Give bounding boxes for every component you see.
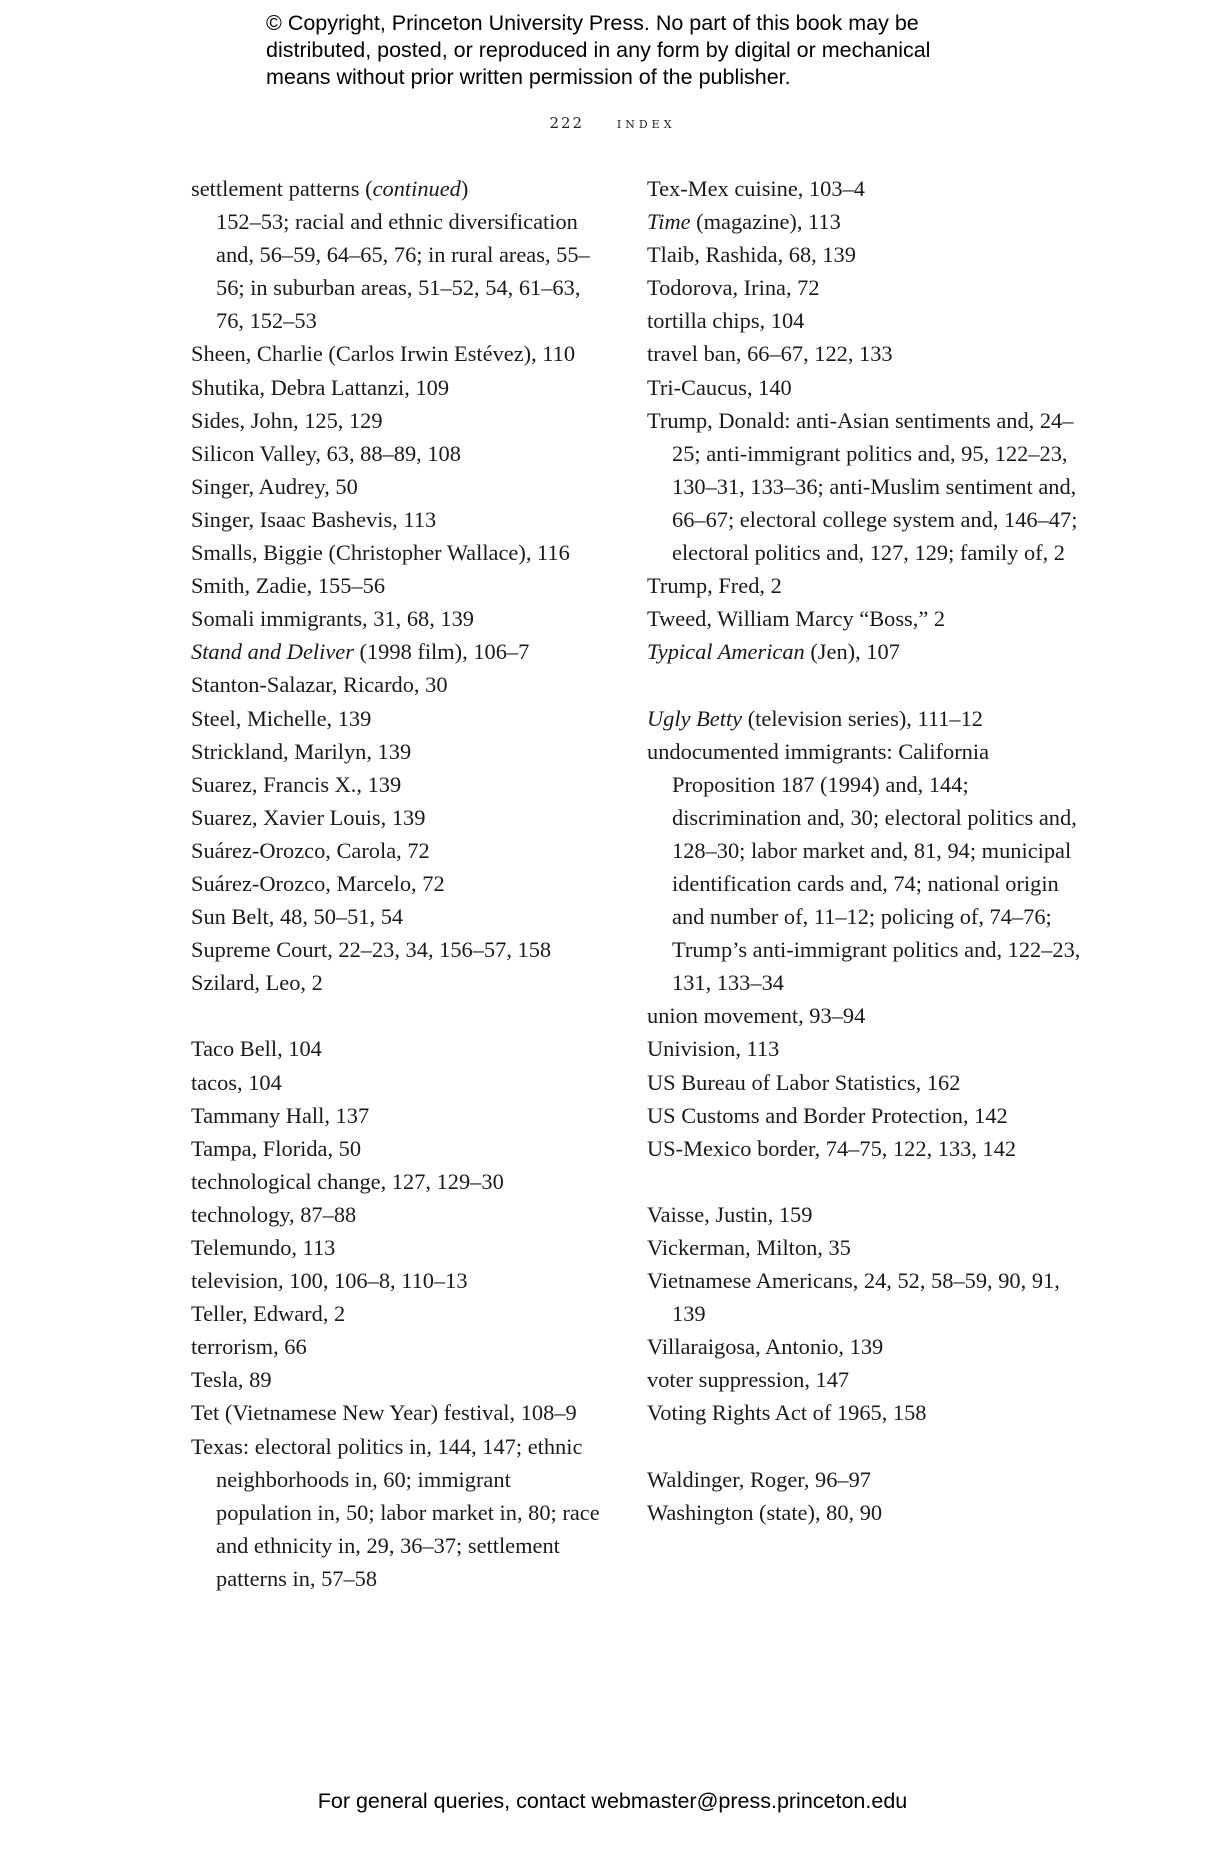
index-entry: Vietnamese Americans, 24, 52, 58–59, 90, 91, 139 [647, 1268, 1060, 1327]
index-entry: Vickerman, Milton, 35 [647, 1235, 851, 1260]
index-entry-continuation: 152–53; racial and ethnic diversification and, 56–59, 64–65, 76; in rural areas, 55–56; in suburban areas, 51–52, 54, 61–63, 76, 152–53 [216, 209, 590, 334]
section-title: index [616, 114, 676, 132]
index-entry: Time (magazine), 113 [647, 209, 841, 235]
index-entry: US Customs and Border Protection, 142 [647, 1102, 1008, 1128]
index-entry: Tri-Caucus, 140 [647, 374, 792, 400]
copyright-line: © Copyright, Princeton University Press. No part of this book may be [266, 11, 919, 35]
index-entry: Suárez-Orozco, Carola, 72 [191, 837, 430, 863]
index-entry: Sides, John, 125, 129 [191, 407, 383, 433]
index-entry: Trump, Donald: anti-Asian sentiments and, 24–25; anti-immigrant politics and, 95, 122–23, 130–31, 133–36; anti-Muslim sentiment and, 66–67; electoral college system and, 146–47; electoral politics and, 127, 129; family of, 2 [647, 407, 1078, 566]
index-column-left [191, 172, 611, 1595]
index-entry: Steel, Michelle, 139 [191, 705, 372, 731]
running-head [0, 114, 1225, 132]
index-entry: Silicon Valley, 63, 88–89, 108 [191, 440, 461, 466]
index-entry: Suarez, Xavier Louis, 139 [191, 804, 426, 830]
letter-group-gap [647, 1165, 1087, 1198]
index-entry: Tampa, Florida, 50 [191, 1135, 362, 1161]
letter-group-gap [191, 999, 611, 1032]
index-entry: travel ban, 66–67, 122, 133 [647, 341, 893, 367]
index-entry: Villaraigosa, Antonio, 139 [647, 1334, 884, 1360]
index-entry: tacos, 104 [191, 1069, 282, 1095]
index-entry: Shutika, Debra Lattanzi, 109 [191, 374, 450, 400]
index-entry: Somali immigrants, 31, 68, 139 [191, 606, 474, 632]
index-entry: undocumented immigrants: California Proposition 187 (1994) and, 144; discrimination and, 30; electoral politics and, 128–30; labor market and, 81, 94; municipal identification cards and, 74; national origin and number of, 11–12; policing of, 74–76; Trump’s anti-immigrant politics and, 122–23, 131, 133–34 [647, 738, 1081, 996]
index-entry: US Bureau of Labor Statistics, 162 [647, 1069, 961, 1095]
index-entry: technology, 87–88 [191, 1201, 357, 1227]
index-entry: Waldinger, Roger, 96–97 [647, 1466, 871, 1492]
index-entry: Tweed, William Marcy “Boss,” 2 [647, 606, 946, 632]
index-entry: Tammany Hall, 137 [191, 1102, 370, 1128]
index-column-right [647, 172, 1087, 1529]
index-entry: Todorova, Irina, 72 [647, 275, 820, 301]
copyright-line: means without prior written permission of the publisher. [266, 65, 791, 89]
index-entry: technological change, 127, 129–30 [191, 1168, 504, 1194]
page-number: 222 [549, 114, 585, 132]
index-entry: union movement, 93–94 [647, 1003, 866, 1029]
index-entry: Voting Rights Act of 1965, 158 [647, 1400, 927, 1426]
index-entry: Stand and Deliver (1998 film), 106–7 [191, 639, 530, 665]
index-entry: Typical American (Jen), 107 [647, 639, 900, 665]
index-entry: settlement patterns (continued) [191, 176, 469, 201]
index-entry: Singer, Audrey, 50 [191, 473, 358, 499]
index-entry: Smalls, Biggie (Christopher Wallace), 116 [191, 540, 570, 566]
index-entry: terrorism, 66 [191, 1334, 307, 1360]
index-entry: Tesla, 89 [191, 1367, 272, 1393]
index-entry: Tet (Vietnamese New Year) festival, 108–9 [191, 1400, 577, 1426]
index-entry: Texas: electoral politics in, 144, 147; ethnic neighborhoods in, 60; immigrant population in, 50; labor market in, 80; race and ethnicity in, 29, 36–37; settlement patterns in, 57–58 [191, 1433, 600, 1591]
index-entry: Univision, 113 [647, 1036, 780, 1062]
index-entry: Tlaib, Rashida, 68, 139 [647, 242, 856, 268]
index-entry: Singer, Isaac Bashevis, 113 [191, 506, 437, 532]
index-entry: Strickland, Marilyn, 139 [191, 738, 412, 764]
index-entry: US-Mexico border, 74–75, 122, 133, 142 [647, 1135, 1017, 1161]
index-entry: Ugly Betty (television series), 111–12 [647, 705, 983, 731]
index-entry: Trump, Fred, 2 [647, 573, 782, 599]
index-entry: Stanton-Salazar, Ricardo, 30 [191, 672, 448, 698]
index-entry: Suarez, Francis X., 139 [191, 771, 402, 797]
index-entry: Sheen, Charlie (Carlos Irwin Estévez), 110 [191, 341, 576, 367]
letter-group-gap [647, 668, 1087, 701]
index-entry: Teller, Edward, 2 [191, 1301, 346, 1327]
index-entry: Szilard, Leo, 2 [191, 970, 323, 996]
copyright-line: distributed, posted, or reproduced in any form by digital or mechanical [266, 38, 931, 62]
index-entry: Sun Belt, 48, 50–51, 54 [191, 904, 404, 930]
copyright-notice [266, 10, 1006, 91]
index-entry: Washington (state), 80, 90 [647, 1499, 883, 1525]
index-entry: Tex-Mex cuisine, 103–4 [647, 176, 865, 201]
index-entry: Vaisse, Justin, 159 [647, 1201, 813, 1227]
index-entry: Supreme Court, 22–23, 34, 156–57, 158 [191, 937, 552, 963]
index-entry: Telemundo, 113 [191, 1235, 336, 1260]
index-entry: Smith, Zadie, 155–56 [191, 573, 386, 599]
index-entry: Taco Bell, 104 [191, 1036, 322, 1062]
index-entry: tortilla chips, 104 [647, 308, 805, 334]
letter-group-gap [647, 1430, 1087, 1463]
contact-footer: For general queries, contact webmaster@press.princeton.edu [317, 1789, 908, 1813]
index-entry: Suárez-Orozco, Marcelo, 72 [191, 870, 445, 896]
index-entry: voter suppression, 147 [647, 1367, 850, 1393]
index-entry: television, 100, 106–8, 110–13 [191, 1268, 468, 1294]
